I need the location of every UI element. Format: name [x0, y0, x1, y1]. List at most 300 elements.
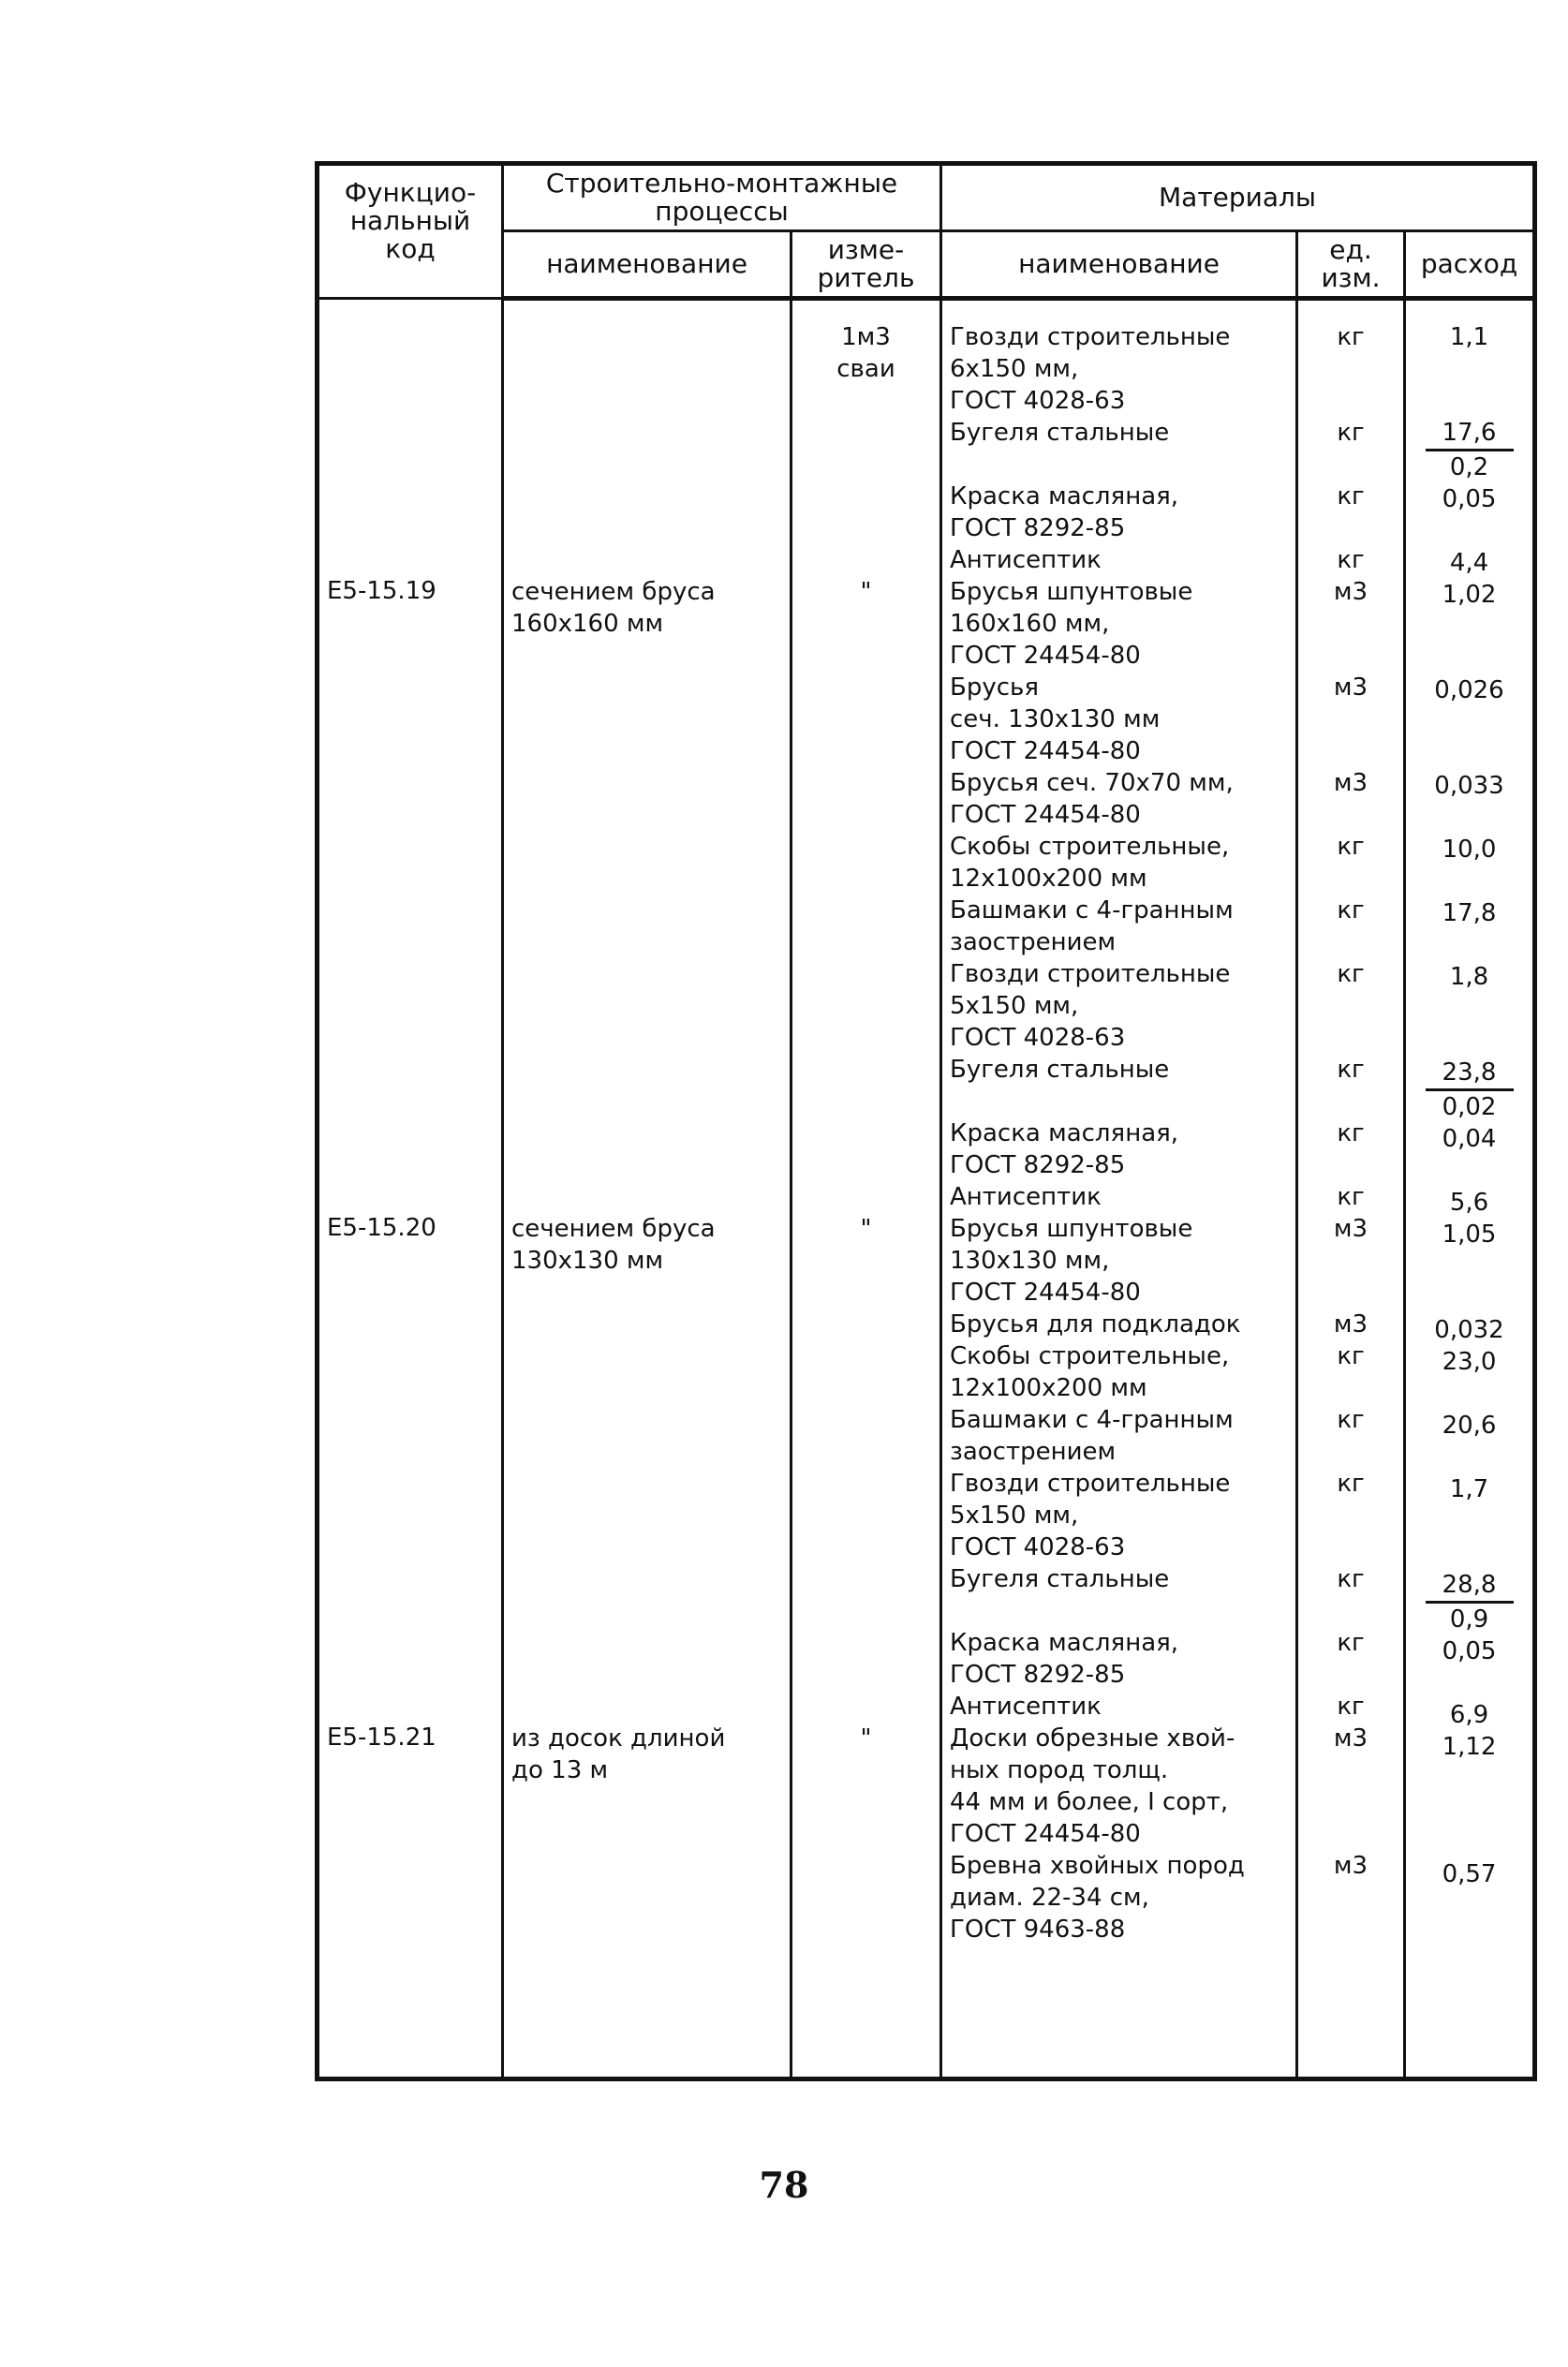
material-name: заострением — [950, 1438, 1117, 1466]
material-unit: кг — [1337, 1183, 1365, 1211]
spacer — [511, 640, 782, 672]
spacer — [1413, 706, 1525, 738]
material-rate: 5,6 — [1449, 1189, 1489, 1217]
spacer — [511, 672, 782, 703]
spacer — [327, 543, 494, 575]
spacer — [327, 1531, 494, 1562]
spacer — [327, 1085, 494, 1117]
spacer — [1413, 643, 1525, 674]
spacer — [1306, 799, 1396, 831]
material-rate-numerator: 17,6 — [1426, 417, 1514, 451]
meter-unit: " — [860, 1724, 872, 1753]
spacer — [511, 990, 782, 1022]
spacer — [511, 1022, 782, 1054]
material-unit: кг — [1337, 1406, 1365, 1434]
material-rate: 0,032 — [1434, 1316, 1504, 1344]
material-name: Доски обрезные хвой- — [950, 1724, 1235, 1753]
spacer — [800, 735, 932, 767]
header-material-name-label: наименование — [1018, 248, 1220, 279]
material-rate-denominator: 0,2 — [1449, 453, 1489, 481]
material-name: Бугеля стальные — [950, 419, 1170, 447]
material-rate: 4,4 — [1449, 549, 1489, 577]
material-name: Гвозди строительные — [950, 1470, 1231, 1498]
material-name: Скобы строительные, — [950, 833, 1230, 861]
rate-column — [1405, 299, 1535, 2079]
spacer — [800, 1691, 932, 1723]
spacer — [511, 1372, 782, 1404]
material-name: Гвозди строительные — [950, 960, 1231, 988]
spacer — [511, 353, 782, 385]
spacer — [327, 448, 494, 480]
material-name: Башмаки с 4-гранным — [950, 1406, 1234, 1434]
spacer — [800, 1914, 932, 1945]
material-rate-numerator: 28,8 — [1426, 1569, 1514, 1604]
material-rate-denominator: 0,9 — [1449, 1605, 1489, 1634]
header-rate-label: расход — [1420, 248, 1518, 279]
material-name: Антисептик — [950, 546, 1102, 574]
material-name: заострением — [950, 928, 1117, 956]
spacer — [1413, 1795, 1525, 1827]
spacer — [800, 1595, 932, 1627]
process-name: до 13 м — [511, 1756, 609, 1784]
spacer — [327, 671, 494, 703]
spacer — [327, 1467, 494, 1499]
spacer — [800, 703, 932, 735]
spacer — [1413, 515, 1525, 547]
spacer — [511, 1882, 782, 1914]
spacer — [511, 1277, 782, 1309]
spacer — [511, 1181, 782, 1213]
spacer — [800, 831, 932, 863]
material-name-column — [941, 299, 1297, 2079]
spacer — [800, 1882, 932, 1914]
spacer — [511, 321, 782, 353]
header-process-name-label: наименование — [546, 248, 747, 279]
material-rate: 1,05 — [1442, 1220, 1497, 1249]
material-name: 6х150 мм, — [950, 355, 1079, 383]
spacer — [327, 1881, 494, 1913]
material-unit: кг — [1337, 546, 1365, 574]
spacer — [1306, 1595, 1396, 1627]
meter-unit: " — [860, 578, 872, 606]
material-rate: 23,0 — [1442, 1348, 1497, 1376]
spacer — [800, 1022, 932, 1054]
spacer — [800, 863, 932, 895]
spacer — [327, 1371, 494, 1403]
functional-code: Е5-15.19 — [327, 577, 436, 605]
spacer — [1306, 449, 1396, 481]
materials-norms-table — [315, 161, 1537, 2081]
spacer — [327, 957, 494, 989]
spacer — [327, 1244, 494, 1276]
material-unit: м3 — [1333, 1215, 1368, 1243]
spacer — [511, 512, 782, 544]
spacer — [1306, 1914, 1396, 1945]
material-name: 12х100х200 мм — [950, 865, 1147, 893]
spacer — [327, 1594, 494, 1626]
spacer — [1413, 353, 1525, 385]
spacer — [511, 735, 782, 767]
material-unit: кг — [1337, 1565, 1365, 1593]
spacer — [1306, 926, 1396, 958]
spacer — [800, 1531, 932, 1563]
spacer — [511, 1818, 782, 1850]
spacer — [800, 1627, 932, 1659]
spacer — [950, 1086, 1288, 1117]
spacer — [800, 799, 932, 831]
spacer — [511, 1309, 782, 1340]
header-material-name — [941, 231, 1297, 299]
material-rate: 20,6 — [1442, 1412, 1497, 1440]
spacer — [327, 989, 494, 1021]
spacer — [800, 1563, 932, 1595]
header-functional-code-label: Функцио- нальный код — [344, 177, 477, 264]
spacer — [1306, 1786, 1396, 1818]
material-unit: кг — [1337, 960, 1365, 988]
spacer — [511, 385, 782, 417]
header-process-name — [503, 231, 791, 299]
spacer — [800, 1149, 932, 1181]
spacer — [1413, 1537, 1525, 1569]
material-unit: м3 — [1333, 578, 1368, 606]
spacer — [511, 1914, 782, 1945]
material-name: 130х130 мм, — [950, 1247, 1110, 1275]
spacer — [327, 1053, 494, 1085]
spacer — [800, 926, 932, 958]
spacer — [800, 512, 932, 544]
spacer — [800, 1659, 932, 1691]
spacer — [511, 1468, 782, 1500]
spacer — [1306, 1882, 1396, 1914]
header-rate — [1405, 231, 1535, 299]
spacer — [1306, 1659, 1396, 1691]
material-name: ГОСТ 4028-63 — [950, 1533, 1126, 1561]
spacer — [1413, 1763, 1525, 1795]
spacer — [1306, 990, 1396, 1022]
material-name: 5х150 мм, — [950, 1502, 1079, 1530]
header-functional-code — [318, 164, 503, 299]
material-name: Гвозди строительные — [950, 323, 1231, 351]
process-name: сечением бруса — [511, 578, 716, 606]
spacer — [800, 1818, 932, 1850]
spacer — [1413, 865, 1525, 897]
spacer — [800, 1404, 932, 1436]
material-name: ГОСТ 8292-85 — [950, 1661, 1126, 1689]
material-unit: кг — [1337, 323, 1365, 351]
material-rate: 0,57 — [1442, 1860, 1497, 1888]
material-name: ГОСТ 24454-80 — [950, 801, 1141, 829]
material-rate-fraction — [1413, 1569, 1525, 1604]
spacer — [1306, 1022, 1396, 1054]
material-name: Брусья шпунтовые — [950, 1215, 1193, 1243]
material-rate: 0,04 — [1442, 1125, 1497, 1153]
material-name: Башмаки с 4-гранным — [950, 896, 1234, 925]
spacer — [950, 449, 1288, 481]
spacer — [1306, 385, 1396, 417]
spacer — [511, 544, 782, 576]
spacer — [1306, 1754, 1396, 1786]
material-rate: 6,9 — [1449, 1701, 1489, 1729]
spacer — [511, 799, 782, 831]
spacer — [327, 384, 494, 416]
material-name: Антисептик — [950, 1183, 1102, 1211]
table-body-row — [318, 299, 1535, 2079]
spacer — [511, 767, 782, 799]
material-name: 12х100х200 мм — [950, 1374, 1147, 1402]
spacer — [800, 1850, 932, 1882]
spacer — [511, 863, 782, 895]
spacer — [511, 1850, 782, 1882]
material-name: Брусья шпунтовые — [950, 578, 1193, 606]
meter-unit: " — [860, 1215, 872, 1243]
functional-code: Е5-15.21 — [327, 1723, 436, 1752]
material-unit: кг — [1337, 1056, 1365, 1084]
spacer — [1413, 1667, 1525, 1699]
material-name: ГОСТ 24454-80 — [950, 1279, 1141, 1307]
spacer — [511, 703, 782, 735]
spacer — [327, 734, 494, 766]
header-meter-label: изме- ритель — [817, 234, 915, 293]
spacer — [800, 1309, 932, 1340]
material-name: Краска масляная, — [950, 482, 1179, 510]
unit-column — [1297, 299, 1405, 2079]
material-name: Бугеля стальные — [950, 1056, 1170, 1084]
spacer — [800, 481, 932, 512]
spacer — [511, 1086, 782, 1117]
spacer — [1413, 1250, 1525, 1282]
header-unit — [1297, 231, 1405, 299]
spacer — [327, 1276, 494, 1308]
spacer — [800, 1786, 932, 1818]
spacer — [800, 1340, 932, 1372]
spacer — [1413, 1827, 1525, 1858]
material-name: диам. 22-34 см, — [950, 1884, 1149, 1912]
spacer — [1413, 929, 1525, 961]
material-name: Бугеля стальные — [950, 1565, 1170, 1593]
spacer — [1413, 738, 1525, 770]
spacer — [800, 990, 932, 1022]
spacer — [1413, 1442, 1525, 1473]
spacer — [327, 320, 494, 352]
material-name: ГОСТ 24454-80 — [950, 1820, 1141, 1848]
spacer — [511, 831, 782, 863]
header-meter — [791, 231, 941, 299]
spacer — [511, 1340, 782, 1372]
spacer — [800, 1181, 932, 1213]
material-rate: 0,033 — [1434, 772, 1504, 800]
material-unit: кг — [1337, 1693, 1365, 1721]
material-rate: 0,05 — [1442, 485, 1497, 513]
material-name: ГОСТ 8292-85 — [950, 514, 1126, 542]
material-name: Брусья — [950, 673, 1039, 702]
spacer — [327, 1658, 494, 1690]
spacer — [800, 1245, 932, 1277]
material-unit: м3 — [1333, 1852, 1368, 1880]
spacer — [511, 1054, 782, 1086]
spacer — [511, 449, 782, 481]
spacer — [1306, 735, 1396, 767]
spacer — [327, 416, 494, 448]
spacer — [1306, 353, 1396, 385]
spacer — [1413, 1505, 1525, 1537]
material-rate: 17,8 — [1442, 899, 1497, 927]
material-rate: 1,8 — [1449, 963, 1489, 991]
spacer — [327, 1308, 494, 1339]
spacer — [511, 926, 782, 958]
spacer — [327, 766, 494, 798]
spacer — [327, 1626, 494, 1658]
spacer — [1413, 1282, 1525, 1314]
material-name: ГОСТ 24454-80 — [950, 642, 1141, 670]
spacer — [327, 894, 494, 925]
spacer — [1413, 993, 1525, 1025]
spacer — [327, 925, 494, 957]
material-unit: кг — [1337, 1470, 1365, 1498]
spacer — [327, 1499, 494, 1531]
material-unit: кг — [1337, 1629, 1365, 1657]
spacer — [327, 352, 494, 384]
spacer — [511, 1404, 782, 1436]
material-rate: 0,026 — [1434, 676, 1504, 704]
material-rate: 1,1 — [1449, 323, 1489, 351]
material-unit: м3 — [1333, 673, 1368, 702]
spacer — [1306, 863, 1396, 895]
spacer — [800, 767, 932, 799]
spacer — [327, 1435, 494, 1467]
spacer — [1306, 1149, 1396, 1181]
spacer — [327, 1148, 494, 1180]
header-materials — [941, 164, 1535, 231]
functional-code: Е5-15.20 — [327, 1214, 436, 1242]
spacer — [327, 1817, 494, 1849]
spacer — [800, 1277, 932, 1309]
material-name: ных пород толщ. — [950, 1756, 1169, 1784]
spacer — [327, 1180, 494, 1212]
material-unit: кг — [1337, 1119, 1365, 1147]
spacer — [800, 1436, 932, 1468]
material-name: Антисептик — [950, 1693, 1102, 1721]
material-rate: 1,12 — [1442, 1733, 1497, 1761]
material-rate-denominator: 0,02 — [1442, 1093, 1497, 1121]
spacer — [327, 639, 494, 671]
code-column — [318, 299, 503, 2079]
spacer — [800, 1468, 932, 1500]
spacer — [327, 1849, 494, 1881]
spacer — [327, 1117, 494, 1148]
spacer — [1306, 1818, 1396, 1850]
spacer — [511, 1436, 782, 1468]
header-processes — [503, 164, 941, 231]
spacer — [327, 1403, 494, 1435]
material-rate-numerator: 23,8 — [1426, 1057, 1514, 1091]
spacer — [511, 1786, 782, 1818]
spacer — [511, 1500, 782, 1531]
spacer — [511, 1531, 782, 1563]
spacer — [1413, 385, 1525, 417]
spacer — [327, 1562, 494, 1594]
material-rate: 0,05 — [1442, 1637, 1497, 1665]
spacer — [1306, 1500, 1396, 1531]
spacer — [1413, 1155, 1525, 1187]
spacer — [511, 1691, 782, 1723]
material-name: 5х150 мм, — [950, 992, 1079, 1020]
spacer — [950, 1595, 1288, 1627]
spacer — [1306, 1531, 1396, 1563]
material-unit: кг — [1337, 482, 1365, 510]
spacer — [511, 481, 782, 512]
material-unit: м3 — [1333, 1310, 1368, 1339]
spacer — [800, 385, 932, 417]
spacer — [800, 958, 932, 990]
spacer — [511, 1627, 782, 1659]
spacer — [800, 608, 932, 640]
spacer — [800, 672, 932, 703]
page-number: 78 — [759, 2164, 809, 2206]
material-name: ГОСТ 9463-88 — [950, 1916, 1126, 1944]
material-unit: м3 — [1333, 769, 1368, 797]
spacer — [511, 1659, 782, 1691]
spacer — [327, 1021, 494, 1053]
spacer — [511, 1117, 782, 1149]
spacer — [1413, 1890, 1525, 1922]
spacer — [1306, 1436, 1396, 1468]
spacer — [1306, 1372, 1396, 1404]
header-materials-label: Материалы — [1159, 182, 1316, 213]
process-name: 160х160 мм — [511, 610, 664, 638]
material-name: 44 мм и более, I сорт, — [950, 1788, 1229, 1816]
spacer — [511, 1595, 782, 1627]
process-name-column — [503, 299, 791, 2079]
material-unit: кг — [1337, 896, 1365, 925]
spacer — [800, 640, 932, 672]
material-unit: кг — [1337, 1342, 1365, 1370]
spacer — [1413, 611, 1525, 643]
spacer — [800, 449, 932, 481]
spacer — [327, 607, 494, 639]
spacer — [511, 895, 782, 926]
spacer — [800, 1086, 932, 1117]
spacer — [511, 958, 782, 990]
material-name: Скобы строительные, — [950, 1342, 1230, 1370]
spacer — [800, 544, 932, 576]
material-name: ГОСТ 8292-85 — [950, 1151, 1126, 1179]
header-processes-label: Строительно-монтажные процессы — [545, 168, 898, 227]
spacer — [327, 703, 494, 734]
material-rate-fraction — [1413, 417, 1525, 451]
spacer — [327, 1753, 494, 1785]
spacer — [327, 830, 494, 862]
spacer — [1413, 1922, 1525, 1954]
material-name: 160х160 мм, — [950, 610, 1110, 638]
spacer — [800, 417, 932, 449]
spacer — [327, 862, 494, 894]
material-name: Брусья для подкладок — [950, 1310, 1241, 1339]
spacer — [800, 1372, 932, 1404]
spacer — [1413, 1025, 1525, 1057]
material-name: ГОСТ 4028-63 — [950, 1024, 1126, 1052]
process-name: сечением бруса — [511, 1215, 716, 1243]
material-name: ГОСТ 4028-63 — [950, 387, 1126, 415]
material-unit: м3 — [1333, 1724, 1368, 1753]
header-unit-label: ед. изм. — [1321, 234, 1381, 293]
meter-unit: сваи — [836, 355, 895, 383]
spacer — [1306, 1277, 1396, 1309]
material-name: Краска масляная, — [950, 1119, 1179, 1147]
spacer — [800, 895, 932, 926]
material-name: ГОСТ 24454-80 — [950, 737, 1141, 765]
spacer — [1413, 802, 1525, 834]
spacer — [511, 1149, 782, 1181]
